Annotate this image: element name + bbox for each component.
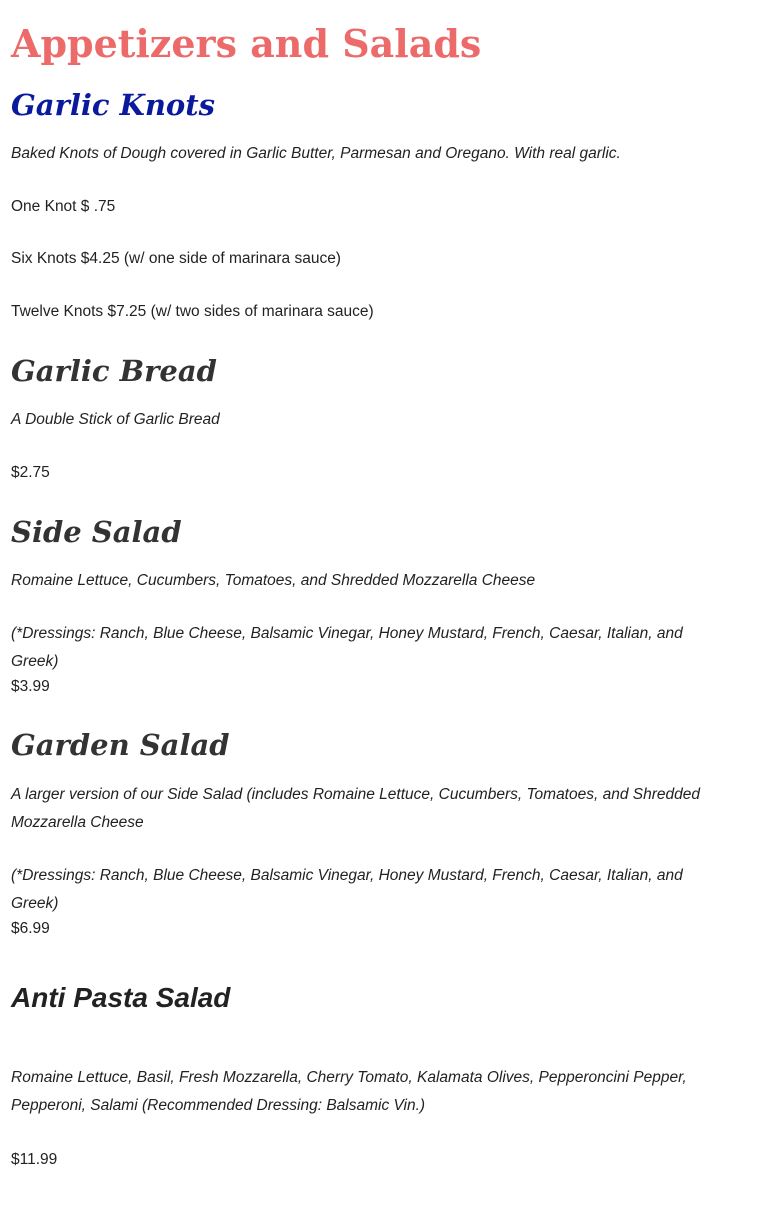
- garlic-knots-price-twelve: Twelve Knots $7.25 (w/ two sides of marinara sauce): [11, 303, 374, 320]
- anti-pasta-salad-price: $11.99: [11, 1151, 58, 1168]
- garlic-bread-description: A Double Stick of Garlic Bread: [11, 411, 220, 428]
- garden-salad-dressings: (*Dressings: Ranch, Blue Cheese, Balsamic Vinegar, Honey Mustard, French, Caesar, Italian, and Greek): [11, 867, 683, 912]
- side-salad-dressings: (*Dressings: Ranch, Blue Cheese, Balsamic Vinegar, Honey Mustard, French, Caesar, Italian, and Greek): [11, 625, 683, 670]
- garlic-knots-title: Garlic Knots: [11, 88, 215, 122]
- garlic-bread-price: $2.75: [11, 464, 50, 481]
- garden-salad-title: Garden Salad: [11, 728, 230, 762]
- page-title: Appetizers and Salads: [11, 21, 482, 66]
- garlic-knots-price-one: One Knot $ .75: [11, 198, 116, 215]
- anti-pasta-salad-title: Anti Pasta Salad: [11, 982, 231, 1013]
- garlic-knots-price-six: Six Knots $4.25 (w/ one side of marinara sauce): [11, 250, 341, 267]
- garlic-knots-description: Baked Knots of Dough covered in Garlic Butter, Parmesan and Oregano. With real garlic.: [11, 145, 621, 162]
- garlic-bread-title: Garlic Bread: [11, 354, 217, 388]
- side-salad-title: Side Salad: [11, 515, 182, 549]
- garden-salad-price: $6.99: [11, 920, 50, 937]
- side-salad-description: Romaine Lettuce, Cucumbers, Tomatoes, and Shredded Mozzarella Cheese: [11, 572, 536, 589]
- side-salad-price: $3.99: [11, 678, 50, 695]
- anti-pasta-salad-description: Romaine Lettuce, Basil, Fresh Mozzarella, Cherry Tomato, Kalamata Olives, Pepperoncini Pepper, Pepperoni, Salami (Recommended Dressing: Balsamic Vin.): [11, 1069, 687, 1114]
- garden-salad-description: A larger version of our Side Salad (includes Romaine Lettuce, Cucumbers, Tomatoes, and Shredded Mozzarella Cheese: [11, 786, 700, 831]
